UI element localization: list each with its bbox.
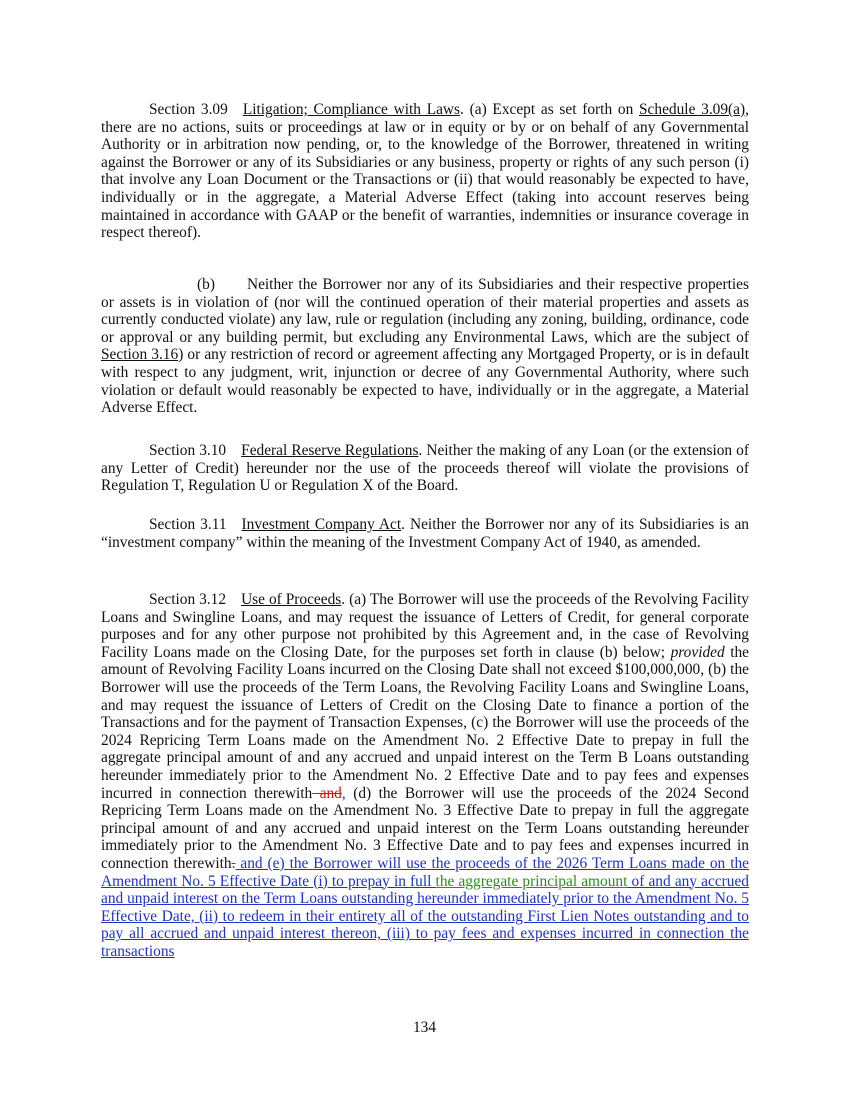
deleted-text: and	[312, 784, 342, 802]
body-text: . (a) Except as set forth on	[460, 101, 639, 118]
section-title: Litigation; Compliance with Laws	[242, 101, 461, 118]
inserted-text: of and any accrued and unpaid interest on the Term Loans outstanding hereunder immediately prior to the Amendment No. 5 Effective Date, (ii) to redeem in their entirety all of the outstanding First Lien Notes outstanding and to pay all accrued and unpaid interest thereon, (iii) to pay fees and expenses incurred in connection the transactions	[101, 872, 750, 960]
section-title: Investment Company Act	[241, 516, 402, 533]
deleted-text: .	[231, 854, 236, 872]
clause-label: (b)	[197, 276, 215, 293]
schedule-reference: Schedule 3.09(a)	[638, 101, 746, 118]
section-3-10-paragraph	[101, 442, 749, 495]
body-text: . Neither the Borrower nor any of its Subsidiaries is an “investment company” within the meaning of the Investment Company Act of 1940, as amended.	[101, 516, 750, 551]
body-text: . Neither the making of any Loan (or the extension of any Letter of Credit) hereunder nor the use of the proceeds thereof will violate the provisions of Regulation T, Regulation U or Regulation X of the Board.	[101, 442, 749, 495]
section-3-11-paragraph	[101, 516, 749, 551]
provided-term: provided	[670, 643, 725, 661]
section-title: Use of Proceeds	[241, 591, 342, 608]
inserted-text: ,	[341, 784, 346, 802]
section-3-09-paragraph	[101, 101, 749, 242]
moved-inserted-text: the aggregate principal amount	[435, 872, 628, 890]
section-3-12-paragraph	[101, 591, 749, 960]
body-text: Neither the Borrower nor any of its Subsidiaries and their respective properties or assets is in violation of (nor will the continued operation of their material properties and assets as currently conducted violate) any law, rule or regulation (including any zoning, building, ordinance, code or approval or any building permit, but excluding any Environmental Laws, which are the subject of	[101, 276, 749, 346]
section-3-09-b-paragraph	[101, 276, 749, 417]
section-heading: Section 3.09	[149, 101, 228, 118]
inserted-text: and (e) the Borrower will use the proceeds of the 2026 Term Loans made on the Amendment No. 5 Effective Date (i) to prepay in full	[101, 854, 749, 890]
body-text: . (a) The Borrower will use the proceeds of the Revolving Facility Loans and Swingline Loans, and may request the issuance of Letters of Credit, for general corporate purposes and for any other purpose not prohibited by this Agreement and, in the case of Revolving Facility Loans made on the Closing Date, for the purposes set forth in clause (b) below;	[101, 591, 750, 661]
body-text: , there are no actions, suits or proceedings at law or in equity or by or on behalf of any Governmental Authority or in arbitration now pending, or, to the knowledge of the Borrower, threatened in writing against the Borrower or any of its Subsidiaries or any business, property or rights of any such person (i) that involve any Loan Document or the Transactions or (ii) that would reasonably be expected to have, individually or in the aggregate, a Material Adverse Effect (taking into account reserves being maintained in accordance with GAAP or the benefit of warranties, indemnities or insurance coverage in respect thereof).	[101, 101, 749, 242]
body-text: ) or any restriction of record or agreement affecting any Mortgaged Property, or is in default with respect to any judgment, writ, injunction or decree of any Governmental Authority, where such violation or default would reasonably be expected to have, individually or in the aggregate, a Material Adverse Effect.	[101, 346, 750, 417]
section-reference: Section 3.16	[101, 346, 179, 364]
body-text: (d) the Borrower will use the proceeds of the 2024 Second Repricing Term Loans made on the Amendment No. 3 Effective Date to prepay in full the aggregate principal amount of and any accrued and unpaid interest on the Term Loans outstanding hereunder immediately prior to the Amendment No. 3 Effective Date and to pay fees and expenses incurred in connection therewith	[101, 784, 749, 872]
page-number: 134	[412, 1019, 437, 1036]
section-heading: Section 3.12	[149, 591, 227, 608]
section-heading: Section 3.10	[149, 442, 227, 459]
section-heading: Section 3.11	[149, 516, 227, 533]
section-title: Federal Reserve Regulations	[241, 442, 419, 459]
body-text: the amount of Revolving Facility Loans incurred on the Closing Date shall not exceed $100,000,000, (b) the Borrower will use the proceeds of the Term Loans, the Revolving Facility Loans and Swingline Loans, and may request the issuance of Letters of Credit on the Closing Date to finance a portion of the Transactions and for the payment of Transaction Expenses, (c) the Borrower will use the proceeds of the 2024 Repricing Term Loans made on the Amendment No. 2 Effective Date to prepay in full the aggregate principal amount of and any accrued and unpaid interest on the Term B Loans outstanding hereunder immediately prior to the Amendment No. 2 Effective Date and to pay fees and expenses incurred in connection therewith	[101, 643, 749, 802]
